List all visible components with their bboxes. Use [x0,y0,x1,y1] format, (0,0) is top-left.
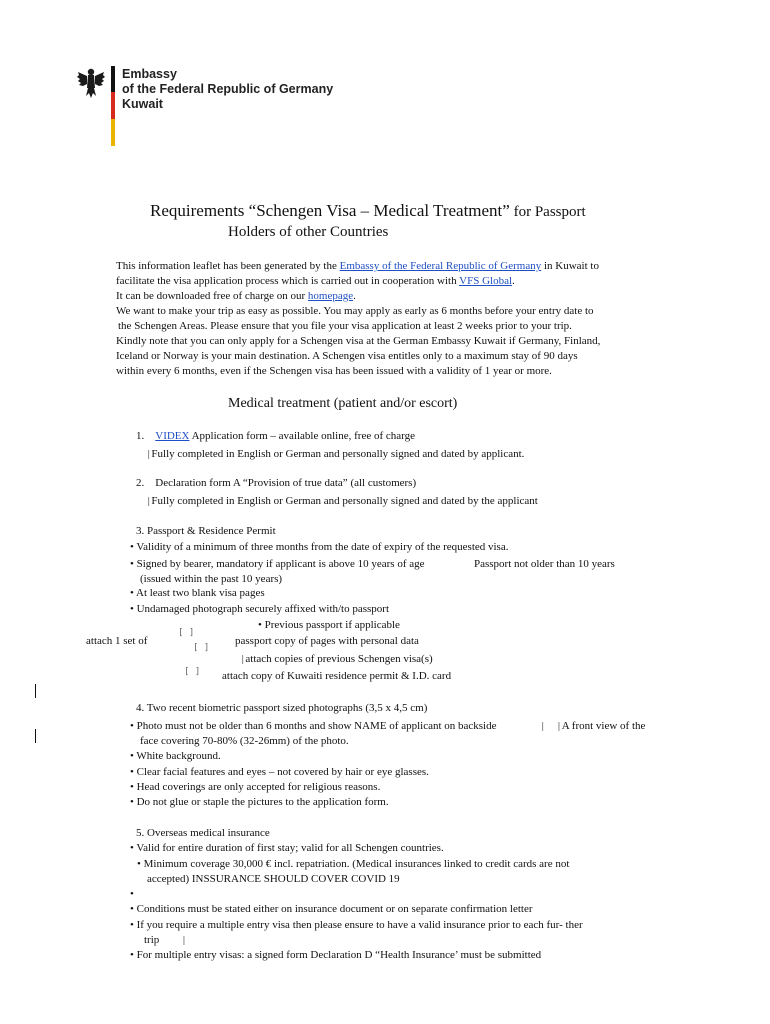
intro-text: facilitate the visa application process which is carried out in cooperation with [116,275,460,287]
intro-line-3 [116,289,356,303]
item-3-bullet-2-cont: (issued within the past 10 years) [140,573,283,585]
item-3-bullet-5: • Previous passport if applicable [258,619,400,631]
page-title [150,201,586,221]
intro-line-5: the Schengen Areas. Please ensure that you file your visa application at least 2 weeks prior to your trip. [118,320,572,332]
stripe-red [111,92,115,119]
color-stripe [111,66,115,146]
item-3-bullet-1: • Validity of a minimum of three months from the date of expiry of the requested visa. [130,541,509,553]
homepage-link[interactable]: homepage [307,290,354,302]
federal-eagle-icon [76,66,106,102]
item-1-number: 1. [136,430,145,442]
item-4-bullet-1-right-text: A front view of the [561,720,646,732]
item-5-bullet-5-cont-text: trip [144,934,160,946]
checkbox-marker: | [240,655,246,665]
intro-line-8: within every 6 months, even if the Schengen visa has been issued with a validity of 1 year or more. [116,365,552,377]
margin-bar [35,729,36,743]
item-3-bullet-2-right: Passport not older than 10 years [474,558,615,570]
item-5-bullet-4: • Conditions must be stated either on insurance document or on separate confirmation letter [130,903,533,915]
item-5-bullet-6: • For multiple entry visas: a signed form Declaration D “Health Insurance’ must be submitted [130,949,542,961]
embassy-name-line2: of the Federal Republic of Germany [122,82,334,96]
checkbox-marker: | [181,936,187,946]
stripe-black [111,66,115,92]
item-5-bullet-5-cont [144,933,187,948]
checkbox-marker: [ ] [193,643,210,653]
attach-item-2 [240,652,433,667]
item-2-sub-text: Fully completed in English or German and personally signed and dated by the applicant [151,495,538,507]
videx-link[interactable]: VIDEX [155,430,190,442]
attach-item-3: attach copy of Kuwaiti residence permit & I.D. card [222,670,452,682]
item-4-bullet-2: • White background. [130,750,221,762]
embassy-name [122,67,333,112]
item-1-sub [146,447,524,462]
item-5-bullet-2-cont: accepted) INSSURANCE SHOULD COVER COVID 19 [147,873,400,885]
item-5-bullet-2: • Minimum coverage 30,000 € incl. repatriation. (Medical insurances linked to credit cards are not [137,858,570,870]
item-4-bullet-1-right [540,719,645,734]
margin-bar [35,684,36,698]
item-4-heading: 4. Two recent biometric passport sized photographs (3,5 x 4,5 cm) [136,702,428,714]
item-3-bullet-2: • Signed by bearer, mandatory if applicant is above 10 years of age [130,558,425,570]
intro-text: . [353,290,356,302]
item-3-bullet-4: • Undamaged photograph securely affixed with/to passport [130,603,390,615]
intro-text: This information leaflet has been generated by the [116,260,340,272]
checkbox-marker: [ ] [184,667,201,677]
item-4-bullet-4: • Head coverings are only accepted for religious reasons. [130,781,381,793]
attach-item-2-text: attach copies of previous Schengen visa(s) [245,653,433,665]
checkbox-marker: | [146,497,152,507]
intro-text: . [512,275,515,287]
item-2 [136,476,416,490]
item-3-bullet-3: • At least two blank visa pages [130,587,265,599]
item-4-bullet-1: • Photo must not be older than 6 months and show NAME of applicant on backside [130,720,497,732]
intro-line-4: We want to make your trip as easy as possible. You may apply as early as 6 months before your entry date to [116,305,594,317]
item-2-number: 2. [136,477,145,489]
item-1-text: Application form – available online, free of charge [189,430,415,442]
item-4-bullet-3: • Clear facial features and eyes – not covered by hair or eye glasses. [130,766,429,778]
embassy-logo [76,66,106,107]
intro-line-1 [116,259,599,273]
item-5-heading: 5. Overseas medical insurance [136,827,270,839]
page-subtitle: Holders of other Countries [228,224,389,240]
intro-text: It can be downloaded free of charge on our [116,290,308,302]
checkbox-marker: [ ] [178,628,195,638]
title-tail: for Passport [509,204,586,220]
item-1 [136,429,415,443]
item-4-bullet-1-cont: face covering 70-80% (32-26mm) of the photo. [140,735,349,747]
attach-label: attach 1 set of [86,635,148,647]
embassy-link[interactable]: Embassy of the Federal Republic of Germany [339,260,542,272]
item-5-bullet-5: • If you require a multiple entry visa then please ensure to have a valid insurance prior to each fur- ther [130,919,583,931]
item-5-bullet-1: • Valid for entire duration of first stay; valid for all Schengen countries. [130,842,444,854]
item-2-sub [146,494,538,509]
item-3-heading: 3. Passport & Residence Permit [136,525,276,537]
intro-line-2 [116,274,515,288]
intro-line-6: Kindly note that you can only apply for a Schengen visa at the German Embassy Kuwait if Germany, Finland, [116,335,601,347]
item-1-sub-text: Fully completed in English or German and personally signed and dated by applicant. [151,448,525,460]
intro-text: in Kuwait to [541,260,599,272]
checkbox-marker: | [146,450,152,460]
embassy-name-line1: Embassy [122,67,177,81]
embassy-name-line3: Kuwait [122,97,163,111]
intro-line-7: Iceland or Norway is your main destination. A Schengen visa entitles only to a maximum stay of 90 days [116,350,578,362]
item-5-bullet-3: • [130,888,134,900]
section-title: Medical treatment (patient and/or escort) [228,396,458,411]
checkbox-marker: | | [540,722,562,732]
stripe-gold [111,119,115,146]
title-main: Requirements “Schengen Visa – Medical Treatment” [150,201,510,220]
attach-item-1: passport copy of pages with personal data [235,635,419,647]
vfs-global-link[interactable]: VFS Global [459,275,513,287]
item-4-bullet-5: • Do not glue or staple the pictures to the application form. [130,796,389,808]
item-2-text: Declaration form A “Provision of true data” (all customers) [155,477,417,489]
